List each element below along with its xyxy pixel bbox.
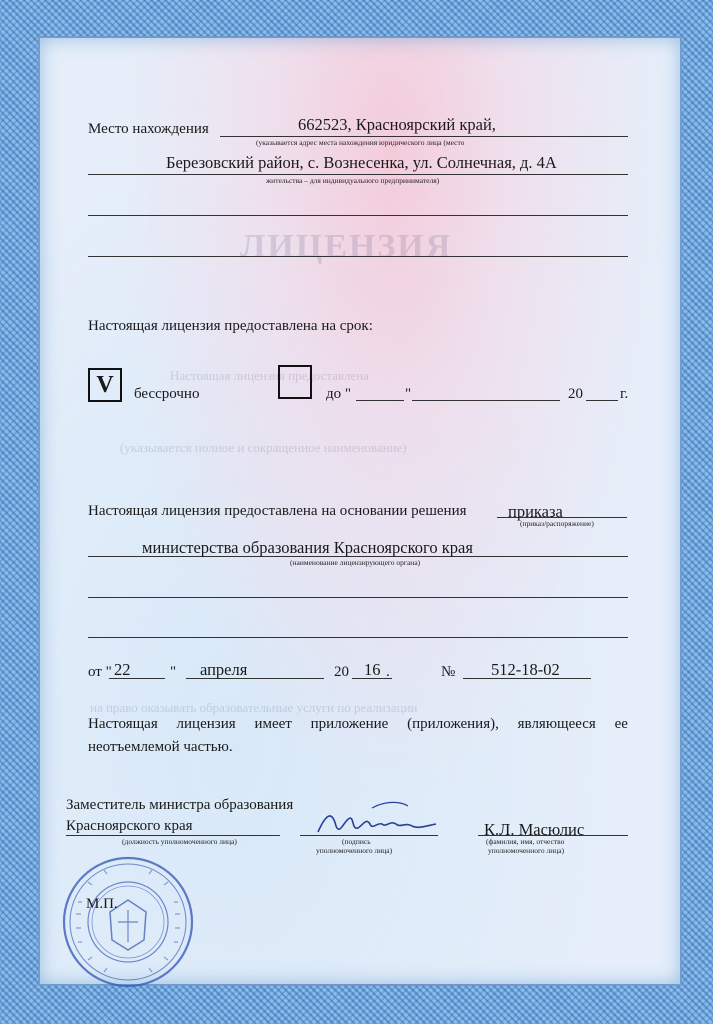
date-day: 22 [114,660,131,679]
name-hint-2: уполномоченного лица) [488,846,565,855]
until-quote: " [405,386,412,402]
location-hint-2: жительства – для индивидуального предпринимателя) [266,176,440,185]
date-year: 16 [364,660,381,679]
until-year-prefix: 20 [568,386,583,402]
official-seal-icon [58,852,198,992]
date-year-prefix: 20 [334,664,349,680]
basis-label: Настоящая лицензия предоставлена на основании решения [88,503,467,519]
until-year-line [586,400,618,401]
blank-line [88,597,628,598]
ghost-text: на право оказывать образовательные услуги по реализации [90,700,418,715]
indefinite-checkbox [88,368,122,402]
ghost-title: ЛИЦЕНЗИЯ [240,228,453,265]
location-address-line-2: Березовский район, с. Вознесенка, ул. Солнечная, д. 4А [166,153,557,172]
term-label: Настоящая лицензия предоставлена на срок: [88,318,373,334]
stamp-label: М.П. [86,896,118,912]
ghost-text: (указывается полное и сокращенное наименование) [120,440,407,455]
location-line-2 [88,174,628,175]
appendix-word: (приложения), [407,716,499,732]
date-from-label: от " [88,664,112,680]
position-line [66,835,280,836]
name-hint-1: (фамилия, имя, отчество [486,837,565,846]
signatory-position-2: Красноярского края [66,818,193,834]
blank-line [88,637,628,638]
signature-hint-1: (подпись [342,837,371,846]
date-month: апреля [200,660,248,679]
location-address-line-1: 662523, Красноярский край, [298,115,496,134]
appendix-line-1 [88,716,628,733]
until-day-line [356,400,404,401]
appendix-word: приложение [310,716,389,732]
license-number: 512-18-02 [491,660,560,679]
until-checkbox [278,365,312,399]
signatory-name: К.Л. Масюлис [484,820,585,839]
position-hint: (должность уполномоченного лица) [122,837,237,846]
appendix-word: Настоящая [88,716,158,732]
indefinite-label: бессрочно [134,386,200,402]
ghost-text: Настоящая лицензия предоставлена [170,368,369,383]
indefinite-check-mark: V [96,372,114,398]
licensing-authority: министерства образования Красноярского края [142,538,473,557]
location-label: Место нахождения [88,121,209,137]
authority-hint: (наименование лицензирующего органа) [290,558,421,567]
until-year-suffix: г. [620,386,629,402]
signature-icon [312,796,442,842]
date-year-dot: . [386,664,390,680]
appendix-word: лицензия [176,716,236,732]
blank-line [88,215,628,216]
until-prefix: до " [326,386,352,402]
appendix-word: являющееся [517,716,596,732]
location-hint-1: (указывается адрес места нахождения юридического лица (место [256,138,465,147]
decision-type-hint: (приказ/распоряжение) [520,519,594,528]
appendix-word: имеет [254,716,292,732]
number-label: № [441,664,456,680]
signatory-position-1: Заместитель министра образования [66,797,294,813]
date-day-close: " [170,664,177,680]
appendix-word: ее [614,716,628,732]
signature-hint-2: уполномоченного лица) [316,846,393,855]
location-line-1 [220,136,628,137]
until-month-line [412,400,560,401]
appendix-line-2: неотъемлемой частью. [88,739,233,755]
decision-type: приказа [508,502,563,521]
blank-line [88,256,628,257]
